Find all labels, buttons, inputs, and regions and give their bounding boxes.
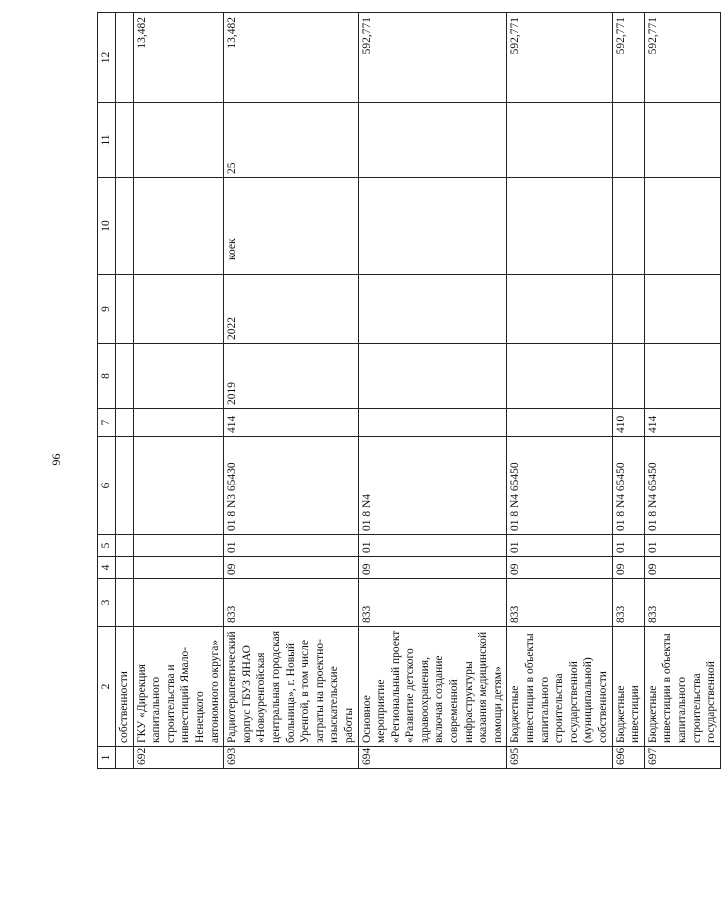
budget-table-frame <box>97 17 718 769</box>
col-header: 5 <box>98 535 116 557</box>
row-number: 693 <box>224 747 358 769</box>
col-header: 11 <box>98 103 116 178</box>
row-name: ГКУ «Дирекция капитального строительства и инвестиций Ямало-Ненецкого автономного округа» <box>133 627 224 747</box>
row-name: Бюджетные инвестиции <box>612 627 644 747</box>
table-row <box>133 13 224 769</box>
col-header: 7 <box>98 409 116 437</box>
table-row: 697 Бюджетные инвестиции в объекты капитального строительства государственной 833 09 01 01 8 N4 65450 414 592,771 <box>644 13 720 769</box>
row-number: 694 <box>358 747 507 769</box>
table-row: 693 Радиотерапевтический корпус ГБУЗ ЯНАО «Новоуренгойская центральная городская больница», г. Новый Уренгой, в том числе затраты на проектно-изыскательские работы 833 09 01 01 8 N3 65430 414 2019 2022 коек 25 13,482 <box>224 13 358 769</box>
col-header: 8 <box>98 344 116 409</box>
amount: 592,771 <box>507 13 612 103</box>
row-name: Радиотерапевтический корпус ГБУЗ ЯНАО «Новоуренгойская центральная городская больница», г. Новый Уренгой, в том числе затраты на проектно-изыскательские работы <box>224 627 358 747</box>
col-header: 6 <box>98 437 116 535</box>
amount: 592,771 <box>644 13 720 103</box>
table-row: 694 Основное мероприятие «Региональный проект «Развитие детского здравоохранения, включая создание современной инфраструктуры оказания медицинской помощи детям» 833 09 01 01 8 N4 592,771 <box>358 13 507 769</box>
row-number: 696 <box>612 747 644 769</box>
row-name: Бюджетные инвестиции в объекты капитального строительства государственной <box>644 627 720 747</box>
col-header: 1 <box>98 747 116 769</box>
row-name: Основное мероприятие «Региональный проект «Развитие детского здравоохранения, включая создание современной инфраструктуры оказания медицинской помощи детям» <box>358 627 507 747</box>
row-number: 697 <box>644 747 720 769</box>
row-name: Бюджетные инвестиции в объекты капитального строительства государственной (муниципальной) собственности <box>507 627 612 747</box>
amount: 592,771 <box>358 13 507 103</box>
amount: 13,482 <box>133 13 224 103</box>
row-number: 692 <box>133 747 224 769</box>
col-header: 12 <box>98 13 116 103</box>
col-header: 10 <box>98 178 116 275</box>
budget-table <box>97 12 721 769</box>
col-header: 2 <box>98 627 116 747</box>
table-viewport <box>97 17 718 769</box>
column-number-row <box>98 13 116 769</box>
amount: 592,771 <box>612 13 644 103</box>
table-row: 696 Бюджетные инвестиции 833 09 01 01 8 N4 65450 410 592,771 <box>612 13 644 769</box>
row-name: собственности <box>116 627 134 747</box>
col-header: 9 <box>98 275 116 344</box>
row-number: 695 <box>507 747 612 769</box>
table-row: 695 Бюджетные инвестиции в объекты капитального строительства государственной (муниципальной) собственности 833 09 01 01 8 N4 65450 592,771 <box>507 13 612 769</box>
table-row <box>116 13 134 769</box>
col-header: 4 <box>98 557 116 579</box>
page-number: 96 <box>49 453 64 466</box>
amount: 13,482 <box>224 13 358 103</box>
col-header: 3 <box>98 579 116 627</box>
